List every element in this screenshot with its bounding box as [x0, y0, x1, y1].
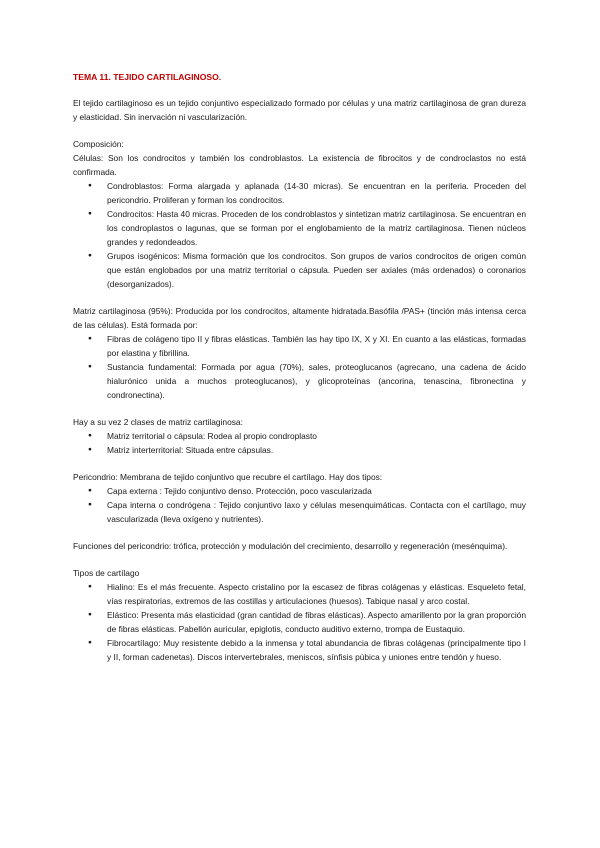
list-item: ● Capa externa : Tejido conjuntivo denso. Protección, poco vascularizada	[73, 484, 526, 498]
matriz-paragraph: Matriz cartilaginosa (95%): Producida por los condrocitos, altamente hidratada.Basófila /PAS+ (tinción más intensa cerca de las células). Está formada por:	[73, 306, 526, 330]
list-item: ● Sustancia fundamental: Formada por agua (70%), sales, proteoglucanos (agrecano, una cadena de ácido hialurónico unida a muchos proteoglucanos), y glicoproteínas (ancorina, tenascina, fibronectina y condronectina).	[73, 360, 526, 402]
composicion-list	[73, 179, 526, 291]
pericondrio-list	[73, 484, 526, 526]
list-item: ● Fibras de colágeno tipo II y fibras elásticas. También las hay tipo IX, X y XI. En cuanto a las elásticas, formadas por elastina y fibrillina.	[73, 332, 526, 360]
clases-list	[73, 429, 526, 457]
list-item: ● Condrocitos: Hasta 40 micras. Proceden de los condroblastos y sintetizan matriz cartilaginosa. Se encuentran en los condroplastos o lagunas, que se forman por el englobamiento de la matriz cartilaginosa. Tienen núcleos grandes y redondeados.	[73, 207, 526, 249]
list-item: ● Matriz territorial o cápsula: Rodea al propio condroplasto	[73, 429, 526, 443]
list-item: ● Hialino: Es el más frecuente. Aspecto cristalino por la escasez de fibras colágenas y elásticas. Esqueleto fetal, vías respiratorias, extremos de las costillas y articulaciones (huesos). Tabique nasal y arco costal.	[73, 580, 526, 608]
pericondrio-paragraph: Pericondrio: Membrana de tejido conjuntivo que recubre el cartílago. Hay dos tipos:	[73, 472, 383, 482]
list-item: ● Elástico: Presenta más elasticidad (gran cantidad de fibras elásticas). Aspecto amarillento por la gran proporción de fibras elásticas. Pabellón auricular, epiglotis, conducto auditivo externo, trompa de Eustaquio.	[73, 608, 526, 636]
list-item: ● Capa interna o condrógena : Tejido conjuntivo laxo y células mesenquimáticas. Contacta con el cartílago, muy vascularizada (lleva oxígeno y nutrientes).	[73, 498, 526, 526]
matriz-list	[73, 332, 526, 402]
celulas-paragraph: Células: Son los condrocitos y también los condroblastos. La existencia de fibrocitos y de condroclastos no está confirmada.	[73, 153, 526, 177]
composicion-heading: Composición:	[73, 139, 124, 149]
tipos-heading: Tipos de cartílago	[73, 568, 140, 578]
intro-paragraph: El tejido cartilaginoso es un tejido conjuntivo especializado formado por células y una matriz cartilaginosa de gran dureza y elasticidad. Sin inervación ni vascularización.	[73, 98, 526, 122]
page-title: TEMA 11. TEJIDO CARTILAGINOSO.	[73, 72, 222, 82]
tipos-list	[73, 580, 526, 664]
list-item: ● Condroblastos: Forma alargada y aplanada (14-30 micras). Se encuentran en la periferia. Proceden del pericondrio. Proliferan y forman los condrocitos.	[73, 179, 526, 207]
funciones-paragraph: Funciones del pericondrio: trófica, protección y modulación del crecimiento, desarrollo y regeneración (mesénquima).	[73, 541, 508, 551]
list-item: ● Grupos isogénicos: Misma formación que los condrocitos. Son grupos de varios condrocitos de origen común que están englobados por una matriz territorial o cápsula. Pueden ser axiales (más ordenados) o coronarios (desorganizados).	[73, 249, 526, 291]
list-item: ● Fibrocartílago: Muy resistente debido a la inmensa y total abundancia de fibras colágenas (principalmente tipo I y II, forman cadenetas). Discos intervertebrales, meniscos, sínfisis púbica y uniones entre tendón y hueso.	[73, 636, 526, 664]
clases-paragraph: Hay a su vez 2 clases de matriz cartilaginosa:	[73, 417, 243, 427]
list-item: ● Matriz interterritorial: Situada entre cápsulas.	[73, 443, 526, 457]
